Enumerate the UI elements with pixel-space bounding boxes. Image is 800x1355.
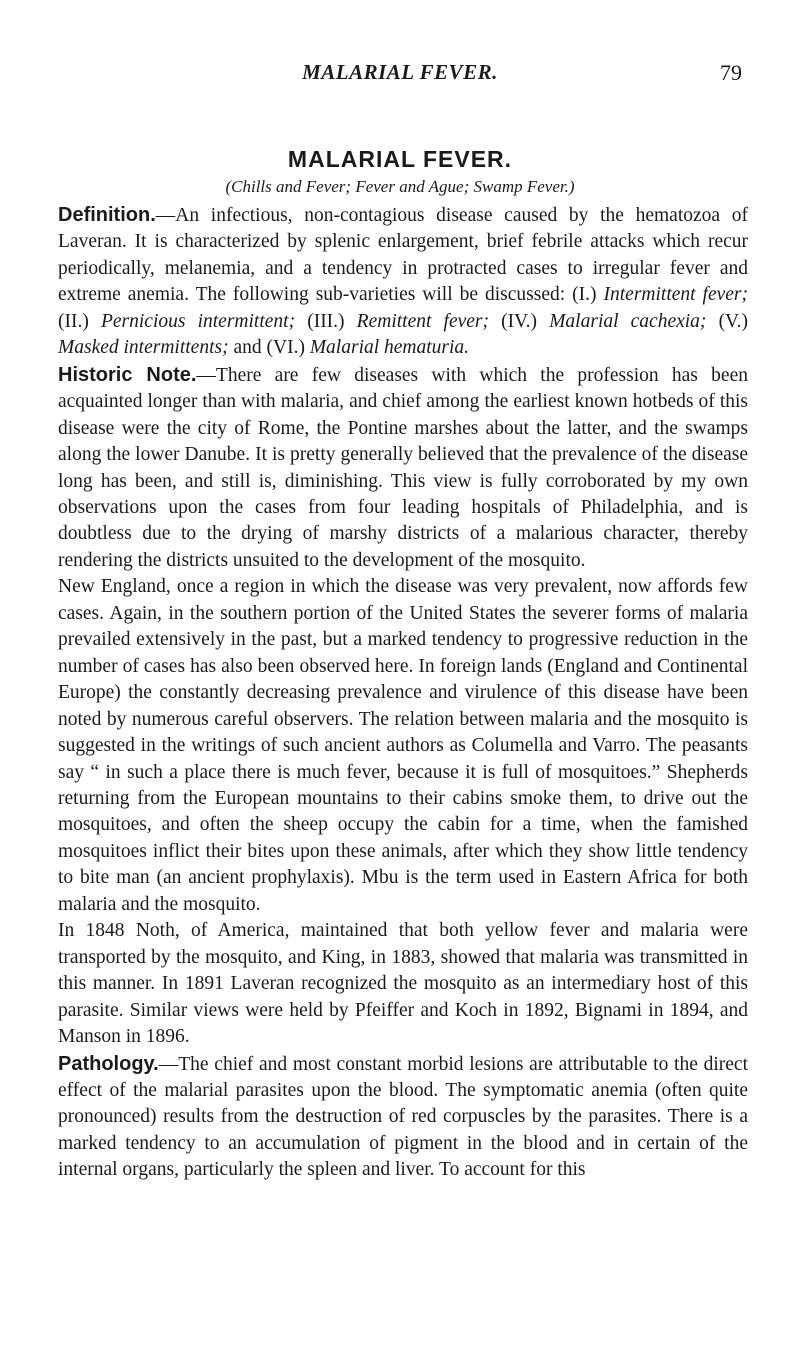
separator: (V.) xyxy=(706,310,748,332)
chapter-subtitle: (Chills and Fever; Fever and Ague; Swamp Fever.) xyxy=(225,177,575,196)
subvariety-5: Masked intermittents; xyxy=(58,337,229,359)
subvariety-4: Malarial cachexia; xyxy=(549,310,707,332)
running-title: MALARIAL FEVER. xyxy=(302,60,498,84)
historic-paragraph-1 xyxy=(58,362,748,575)
historic-text-1: —There are few diseases with which the profession has been acquainted longer than with malaria, and chief among the earliest known hotbeds of this disease were the city of Rome, the Pontine marshes about the latter, and the swamps along the lower Danube. It is pretty generally believed that the prevalence of the disease long has been, and still is, diminishing. This view is fully corroborated by my own observations upon the cases from four leading hospitals of Philadelphia, and is doubtless due to the drying of marshy districts of a malarious character, thereby rendering the districts unsuited to the development of the mosquito. xyxy=(58,364,748,571)
definition-heading: Definition. xyxy=(58,204,156,226)
pathology-paragraph xyxy=(58,1051,748,1184)
separator: (III.) xyxy=(295,310,357,332)
definition-text: —An infectious, non-contagious disease caused by the hematozoa of Laveran. It is characterized by splenic enlargement, brief febrile attacks which recur periodically, melanemia, and a tendency in protracted cases to irregular fever and extreme anemia. The following sub-varieties will be discussed: (I.) xyxy=(58,205,748,306)
page-number: 79 xyxy=(720,60,742,85)
chapter-title: MALARIAL FEVER. xyxy=(287,146,513,172)
historic-paragraph-2: New England, once a region in which the disease was very prevalent, now affords few cases. Again, in the southern portion of the United States the severer forms of malaria prevailed extensively in the past, but a marked tendency to progressive reduction in the number of cases has also been observed here. In foreign lands (England and Continental Europe) the constantly decreasing prevalence and virulence of this disease have been noted by numerous careful observers. The relation between malaria and the mosquito is suggested in the writings of such ancient authors as Columella and Varro. The peasants say “ in such a place there is much fever, because it is full of mosquitoes.” Shepherds returning from the European mountains to their cabins smoke them, to drive out the mosquitoes, and often the sheep occupy the cabin for a time, when the famished mosquitoes inflict their bites upon these animals, after which they show little tendency to bite man (an ancient prophylaxis). Mbu is the term used in Eastern Africa for both malaria and the mosquito. xyxy=(58,576,748,915)
subvariety-2: Pernicious intermittent; xyxy=(100,310,296,332)
subvariety-1: Intermittent fever; xyxy=(603,284,749,306)
pathology-text: —The chief and most constant morbid lesions are attributable to the direct effect of the malarial parasites upon the blood. The symptomatic anemia (often quite pronounced) results from the destruction of red corpuscles by the parasites. There is a marked tendency to an accumulation of pigment in the blood and in certain of the internal organs, particularly the spleen and liver. To account for this xyxy=(58,1053,748,1181)
historic-heading: Historic Note. xyxy=(58,363,197,386)
pathology-heading: Pathology. xyxy=(58,1052,159,1075)
separator: (II.) xyxy=(58,310,101,332)
subvariety-3: Remittent fever; xyxy=(356,310,489,332)
historic-paragraph-3: In 1848 Noth, of America, maintained that both yellow fever and malaria were transported by the mosquito, and King, in 1883, showed that malaria was transmitted in this manner. In 1891 Laveran recognized the mosquito as an intermediary host of this parasite. Similar views were held by Pfeiffer and Koch in 1892, Bignami in 1894, and Manson in 1896. xyxy=(58,920,748,1048)
definition-paragraph xyxy=(58,202,748,362)
subvariety-6: Malarial hematuria. xyxy=(309,337,470,359)
running-head xyxy=(0,60,800,90)
separator: (IV.) xyxy=(489,310,550,332)
body-text xyxy=(58,202,748,1184)
separator: and (VI.) xyxy=(228,337,310,359)
